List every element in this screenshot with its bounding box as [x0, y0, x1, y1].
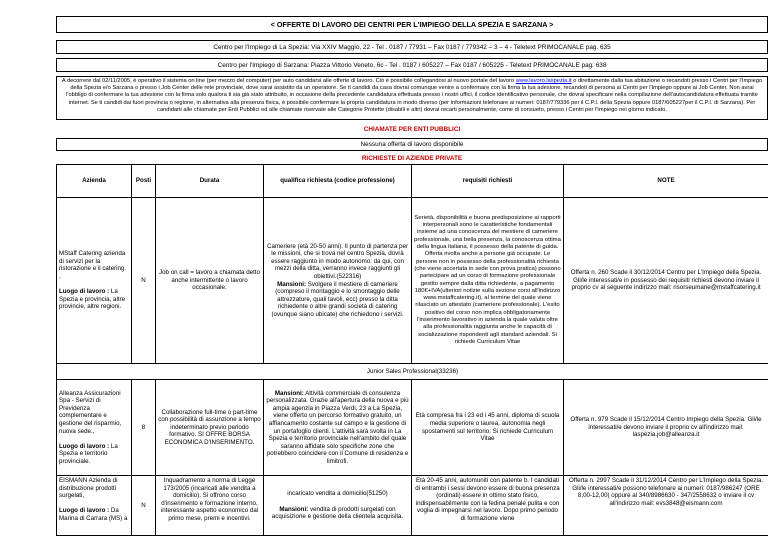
mansioni-label: Mansioni: — [277, 280, 307, 288]
online-notice — [56, 76, 768, 120]
private-heading: RICHIESTE DI AZIENDE PRIVATE — [361, 155, 463, 162]
azienda-text: EISMANN Azienda di distribuzione prodotti surgelati, — [59, 477, 118, 500]
offers-table — [56, 164, 768, 536]
public-none-text: Nessuna offerta di lavoro disponibile — [360, 141, 464, 148]
col-qualifica: qualifica richiesta (codice professione) — [264, 165, 412, 198]
luogo-label: Luogo di lavoro : — [59, 442, 110, 450]
table-row — [57, 380, 768, 476]
center-laspezia — [56, 40, 768, 54]
azienda-text: Alleanza Assicurazioni Spa - Servizi di Previdenza complementare e gestione del risparmio, nuova sede., — [59, 389, 122, 435]
cell-qualifica — [264, 198, 412, 364]
cell-requisiti: Età 20-45 anni, automuniti con patente b. I candidati di entrambi i sessi devono essere di buona presenza (ordinati) essere in ottimo stato fisico, indispensabilmente con la fedina penale pulita e con voglia di impegnarsi nel lavoro. Dopo primo periodo di formazione viene — [412, 476, 564, 536]
page-title — [56, 16, 768, 33]
luogo-label: Luogo di lavoro : — [59, 507, 110, 515]
table-row — [57, 198, 768, 364]
cell-azienda — [57, 380, 132, 476]
cell-durata: Collaborazione full-time o part-time con possibilità di assunzione a tempo indeterminato previo periodo formativo. SI OFFRE BORSA ECONOMICA D'INSERIMENTO. — [156, 380, 264, 476]
mansioni-label: Mansioni: — [274, 389, 304, 397]
col-note: NOTE — [564, 165, 768, 198]
cell-azienda — [57, 476, 132, 536]
cell-posti: 8 — [132, 380, 156, 476]
table-row — [57, 476, 768, 536]
luogo-text: La Spezia e territorio provinciale. — [59, 442, 118, 465]
cell-azienda — [57, 198, 132, 364]
center-sarzana — [56, 58, 768, 72]
center-sarzana-text: Centro per l'Impiego di Sarzana: Piazza Vittorio Veneto, 6c - Tel . 0187 / 605227 – Fax 0187 / 605225 - Teletext PRIMOCANALE pag. 638 — [217, 62, 607, 69]
table-header — [57, 165, 768, 198]
luogo-label: Luogo di lavoro : — [59, 288, 110, 296]
page-title-text: < OFFERTE DI LAVORO DEI CENTRI PER L'IMPIEGO DELLA SPEZIA E SARZANA > — [270, 20, 554, 29]
col-requisiti: requisiti richiesti — [412, 165, 564, 198]
cell-requisiti: Età compresa fra i 23 ed i 45 anni, diploma di scuola media superiore o laurea, autonomia negli spostamenti sul territorio. Si richiede Curriculum Vitae — [412, 380, 564, 476]
section-label: Junior Sales Professional(33236) — [57, 364, 768, 380]
col-durata: Durata — [156, 165, 264, 198]
luogo-text: Da Marina di Carrara (MS) a — [59, 507, 128, 522]
qualifica-text: Cameriere (età 20-50 anni). Il punto di partenza per le missioni, che si trova nel centro Spezia, dovrà essere raggiunto in modo autonomo: da qui, con mezzi della ditta, verranno invece raggiunti gli obiettivi.(522316) — [266, 242, 409, 280]
cell-note: Offerta n. 2997 Scade il 31/12/2014 Centro per L'Impiego della Spezia. Gli/le interessati/e possono telefonare ai numeri: 0187/986247 (ORE 8,00-12,00) oppure al 340/8986630 - 347/2558632 o inviare il cv all'indirizzo mail: evs3848@eismann.com — [564, 476, 768, 536]
mansioni-label: Mansioni: — [279, 505, 309, 513]
cell-qualifica — [264, 476, 412, 536]
cell-posti: N — [132, 476, 156, 536]
public-none-box — [56, 138, 768, 151]
notice-text-end: o direttamente dalla tua abitazione o recandoti presso i Centri per l'Impiego della Spezia e/o Sarzana o presso i Job Center delle rete provinciale, dove sarai assistito da un operatore. Se ti candidi da casa dovrai comunque venire a confermare con la firma la tua adesione, recandoti di persona ai Centri per l'Impiego oppure ai Job Center. Non avrai l'obbligo di confermare la tua adesione con la firma solo qualora ti sia già stato attribuito, in occasione della precedente candidatura effettuata presso i nostri uffici, il codice identificativo personale, che dovrai specificare nella compilazione dell'autocandidatura effettuata tramite internet. Se ti candidi dai fuori provincia o regione, in alternativa alla presenza fisica, è possibile confermare la propria candidatura in modo diverso (per informazioni telefonare ai numeri: 0187/779336 per il C.P.I. della Spezia oppure 0187/605227per il C.P.I. di Sarzana). Per candidarti alle chiamate per Enti Pubblici ed alle chiamate riservate alle Categorie Protette (disabili e altri) dovrai recarti personalmente, come di consueto, presso i Centri per l'Impiego nei giorno indicato. — [66, 78, 763, 113]
col-posti: Posti — [132, 165, 156, 198]
cell-durata: Job on call = lavoro a chiamata detto anche intermittente o lavoro occasionale. — [156, 198, 264, 364]
cell-qualifica — [264, 380, 412, 476]
luogo-text: La Spezia e provincia, altre provincie, altre regioni. — [59, 288, 126, 311]
cell-note: Offerta n. 260 Scade il 30/12/2014 Centro per L'Impiego della Spezia. Gli/le interessati/e in possesso dei requisiti richiesti devono inviare il proprio cv al seguente indirizzo mail: risorseumane@mstaffcatering.it — [564, 198, 768, 364]
public-heading: CHIAMATE PER ENTI PUBBLICI — [363, 126, 461, 133]
section-row — [57, 364, 768, 380]
cell-durata: Inquadramento a norma di Legge 173/2005 (incaricati alle vendita a domicilio). Si offrono corso d'inserimento e formazione interno, interessante aspetto economico dal primo mese, premi e incentivi. — [156, 476, 264, 536]
cell-note: Offerta n. 979 Scade il 15/12/2014 Centro Impiego della Spezia. Gli/le interessati/e devono inviare il proprio cv all'indirizzo mail: laspezia.job@alleanza.it — [564, 380, 768, 476]
col-azienda: Azienda — [57, 165, 132, 198]
cell-posti: N — [132, 198, 156, 364]
notice-text-start: A decorrere dal 02/11/2005, è operativo il sistema on line (per mezzo del computer) per auto candidarsi alle offerte di lavoro. Ciò è possibile collegandosi al nuovo portale del lavoro — [61, 78, 516, 84]
center-laspezia-text: Centro per l'Impiego di La Spezia: Via XXIV Maggio, 22 - Tel . 0187 / 77931 – Fax 0187 / 779342 – 3 – 4 - Teletext PRIMOCANALE pag. 635 — [213, 44, 611, 51]
mansioni-text: Attività commerciale di consulenza personalizzata. Grazie all'apertura della nuova e più ampia agenzia in Piazza Verdi, 23 a La Spezia, viene offerto un percorso formativo gratuito, un affiancamento costante sul campo e la gestione di un portafoglio clienti. L'attività sarà svolta in La Spezia e territorio provinciale nell'ambito del quale saranno affidate solo specifiche zone che potrebbero coincidere con il Comune di residenza e limitrofi. — [266, 389, 409, 465]
azienda-text: MStaff Catering azienda di servizi per la ristorazione e il catering. , — [59, 250, 127, 280]
mansioni-text: vendita di prodotti surgelati con acquisizione e gestione della clientela acquisita. — [271, 505, 404, 521]
mansioni-text: Svolgere il mestiere di cameriere (compreso il montaggio e lo smontaggio delle attrezzature, quali tavoli, ecc) presso la ditta richiedente o altre grandi società di catering (ovunque siano ubicate) che richiedono i servizi. — [271, 280, 404, 318]
portal-link[interactable]: www.lavoro.laspezia.it — [515, 78, 572, 84]
qualifica-text: incaricato vendita a domicilio(51250) — [287, 490, 388, 498]
cell-requisiti: Serietà, disponibilità e buona predisposizione ai rapporti interpersonali sono le caratteristiche fondamentali insieme ad una conoscenza del mestiere di cameriere professionale, una bella presenza, la conoscenza ottima della lingua italiana, il possesso della patente di guida. Offerta rivolta anche a persone già occupate. Le persone non in possesso della professionalità richiesta (che viene accertata in sede con prova pratica) possono partecipare ad un corso di formazione professionale gestito sempre dalla ditta richiedente, a pagamento 180€+IVA(ulteriori notizie sulla sezione corsi all'indirizzo www.mstaffcatering.it), al termine del quale viene rilasciato un attestato (cameriere professionale). L'esito positivo del corso non implica obbligatoriamente l'inserimento lavorativo in azienda la quale valuta oltre alla professionalità raggiunta anche le capacità di socializzazione rispondenti agli standard aziendali. Si richiede Curriculum Vitae — [412, 198, 564, 364]
